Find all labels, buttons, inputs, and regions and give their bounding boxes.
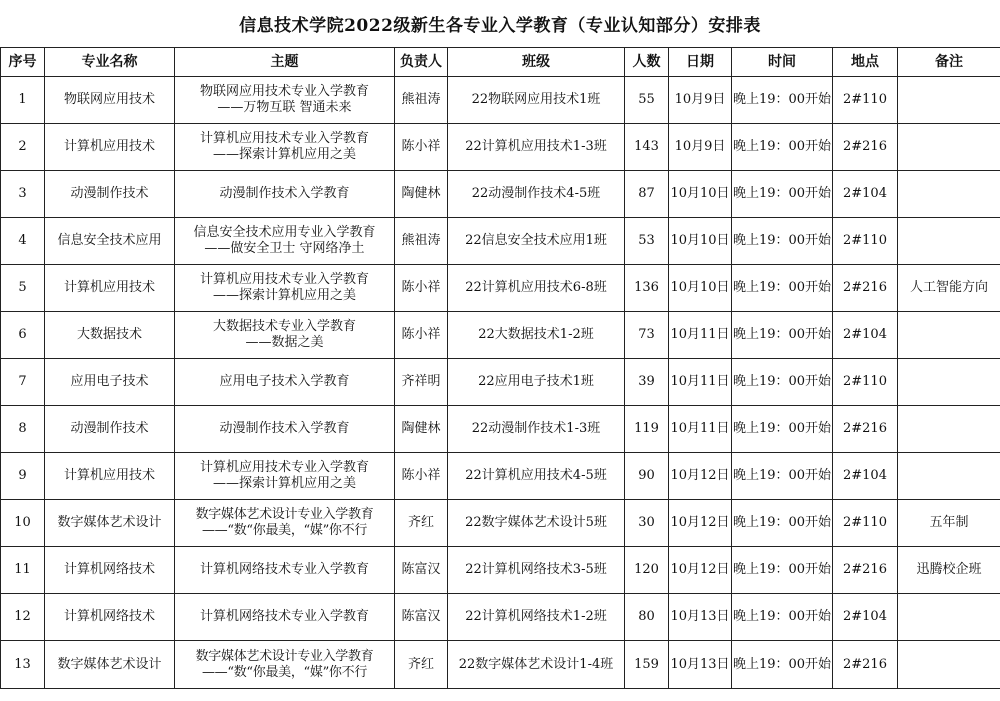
topic-line-1: 动漫制作技术入学教育 <box>219 186 350 201</box>
cell-date: 10月9日 <box>669 77 732 124</box>
cell-remark <box>898 641 1000 689</box>
cell-leader: 陈富汉 <box>395 547 448 594</box>
cell-remark <box>898 594 1000 641</box>
cell-time: 晚上19：00开始 <box>732 547 833 594</box>
cell-topic <box>175 124 395 171</box>
topic-line-1: 计算机网络技术专业入学教育 <box>199 609 369 624</box>
cell-remark: 五年制 <box>898 500 1000 547</box>
cell-place: 2#216 <box>833 406 898 453</box>
cell-leader: 齐祥明 <box>395 359 448 406</box>
header-time: 时间 <box>732 48 833 77</box>
cell-time: 晚上19：00开始 <box>732 312 833 359</box>
cell-place: 2#110 <box>833 218 898 265</box>
cell-remark: 迅腾校企班 <box>898 547 1000 594</box>
cell-major: 动漫制作技术 <box>45 171 175 218</box>
cell-index: 7 <box>1 359 45 406</box>
cell-place: 2#104 <box>833 312 898 359</box>
topic-line-2: ——探索计算机应用之美 <box>212 476 356 491</box>
cell-date: 10月12日 <box>669 453 732 500</box>
cell-place: 2#110 <box>833 359 898 406</box>
cell-leader: 陈小祥 <box>395 124 448 171</box>
header-major: 专业名称 <box>45 48 175 77</box>
cell-topic <box>175 77 395 124</box>
topic-line-1: 信息安全技术应用专业入学教育 <box>193 225 376 240</box>
table-row <box>1 265 1000 312</box>
cell-time: 晚上19：00开始 <box>732 77 833 124</box>
cell-index: 1 <box>1 77 45 124</box>
cell-index: 9 <box>1 453 45 500</box>
cell-major: 数字媒体艺术设计 <box>45 641 175 689</box>
table-row <box>1 500 1000 547</box>
table-row <box>1 359 1000 406</box>
cell-topic <box>175 171 395 218</box>
cell-count: 30 <box>625 500 669 547</box>
cell-class: 22计算机应用技术1-3班 <box>448 124 625 171</box>
cell-class: 22数字媒体艺术设计1-4班 <box>448 641 625 689</box>
table-row <box>1 594 1000 641</box>
topic-line-2: ——“数“你最美，“媒”你不行 <box>201 664 368 680</box>
cell-class: 22计算机应用技术6-8班 <box>448 265 625 312</box>
cell-time: 晚上19：00开始 <box>732 453 833 500</box>
table-body <box>1 77 1000 689</box>
cell-major: 大数据技术 <box>45 312 175 359</box>
cell-remark <box>898 77 1000 124</box>
cell-major: 数字媒体艺术设计 <box>45 500 175 547</box>
cell-count: 80 <box>625 594 669 641</box>
cell-class: 22大数据技术1-2班 <box>448 312 625 359</box>
header-index: 序号 <box>1 48 45 77</box>
table-row <box>1 171 1000 218</box>
topic-line-1: 计算机应用技术专业入学教育 <box>199 131 369 146</box>
cell-major: 应用电子技术 <box>45 359 175 406</box>
cell-class: 22信息安全技术应用1班 <box>448 218 625 265</box>
cell-count: 39 <box>625 359 669 406</box>
cell-count: 119 <box>625 406 669 453</box>
cell-remark <box>898 312 1000 359</box>
cell-major: 动漫制作技术 <box>45 406 175 453</box>
cell-place: 2#104 <box>833 171 898 218</box>
cell-leader: 陈富汉 <box>395 594 448 641</box>
cell-count: 73 <box>625 312 669 359</box>
cell-leader: 陈小祥 <box>395 453 448 500</box>
cell-time: 晚上19：00开始 <box>732 500 833 547</box>
cell-leader: 熊祖涛 <box>395 218 448 265</box>
table-row <box>1 312 1000 359</box>
page-title: 信息技术学院2022级新生各专业入学教育（专业认知部分）安排表 <box>0 0 1000 48</box>
header-class: 班级 <box>448 48 625 77</box>
cell-leader: 陶健林 <box>395 406 448 453</box>
cell-count: 55 <box>625 77 669 124</box>
table-row <box>1 124 1000 171</box>
table-row <box>1 77 1000 124</box>
cell-leader: 陈小祥 <box>395 265 448 312</box>
cell-class: 22应用电子技术1班 <box>448 359 625 406</box>
cell-place: 2#104 <box>833 594 898 641</box>
header-remark: 备注 <box>898 48 1000 77</box>
cell-remark <box>898 124 1000 171</box>
cell-date: 10月13日 <box>669 594 732 641</box>
topic-line-1: 计算机网络技术专业入学教育 <box>199 562 369 577</box>
cell-topic <box>175 312 395 359</box>
cell-count: 159 <box>625 641 669 689</box>
cell-class: 22动漫制作技术4-5班 <box>448 171 625 218</box>
cell-index: 2 <box>1 124 45 171</box>
cell-place: 2#216 <box>833 124 898 171</box>
table-row <box>1 218 1000 265</box>
schedule-table <box>0 47 1000 689</box>
cell-index: 5 <box>1 265 45 312</box>
cell-time: 晚上19：00开始 <box>732 171 833 218</box>
topic-line-2: ——探索计算机应用之美 <box>212 147 356 162</box>
topic-line-2: ——做安全卫士 守网络净土 <box>204 241 365 256</box>
cell-count: 87 <box>625 171 669 218</box>
cell-date: 10月9日 <box>669 124 732 171</box>
table-row <box>1 547 1000 594</box>
cell-topic <box>175 406 395 453</box>
cell-class: 22计算机应用技术4-5班 <box>448 453 625 500</box>
cell-remark <box>898 359 1000 406</box>
table-row <box>1 406 1000 453</box>
topic-line-2: ——“数“你最美，“媒”你不行 <box>201 523 368 538</box>
cell-leader: 陶健林 <box>395 171 448 218</box>
cell-remark <box>898 218 1000 265</box>
cell-time: 晚上19：00开始 <box>732 218 833 265</box>
cell-date: 10月13日 <box>669 641 732 689</box>
header-leader: 负责人 <box>395 48 448 77</box>
cell-leader: 齐红 <box>395 500 448 547</box>
cell-major: 物联网应用技术 <box>45 77 175 124</box>
header-place: 地点 <box>833 48 898 77</box>
cell-time: 晚上19：00开始 <box>732 124 833 171</box>
topic-line-1: 动漫制作技术入学教育 <box>219 421 350 436</box>
table-row <box>1 453 1000 500</box>
topic-line-2: ——数据之美 <box>245 335 324 350</box>
cell-topic <box>175 500 395 547</box>
cell-remark: 人工智能方向 <box>898 265 1000 312</box>
cell-count: 120 <box>625 547 669 594</box>
topic-line-2: ——探索计算机应用之美 <box>212 288 356 303</box>
cell-date: 10月12日 <box>669 500 732 547</box>
cell-remark <box>898 453 1000 500</box>
cell-leader: 齐红 <box>395 641 448 689</box>
cell-index: 11 <box>1 547 45 594</box>
cell-index: 4 <box>1 218 45 265</box>
cell-place: 2#216 <box>833 641 898 689</box>
header-date: 日期 <box>669 48 732 77</box>
cell-date: 10月10日 <box>669 265 732 312</box>
cell-place: 2#216 <box>833 265 898 312</box>
cell-place: 2#110 <box>833 500 898 547</box>
cell-date: 10月12日 <box>669 547 732 594</box>
cell-class: 22动漫制作技术1-3班 <box>448 406 625 453</box>
cell-index: 3 <box>1 171 45 218</box>
cell-remark <box>898 406 1000 453</box>
cell-major: 计算机应用技术 <box>45 124 175 171</box>
topic-line-1: 数字媒体艺术设计专业入学教育 <box>195 507 374 522</box>
header-topic: 主题 <box>175 48 395 77</box>
cell-place: 2#216 <box>833 547 898 594</box>
cell-count: 143 <box>625 124 669 171</box>
cell-date: 10月11日 <box>669 359 732 406</box>
topic-line-1: 数字媒体艺术设计专业入学教育 <box>195 648 374 664</box>
cell-count: 53 <box>625 218 669 265</box>
topic-line-1: 物联网应用技术专业入学教育 <box>199 84 369 99</box>
cell-major: 计算机网络技术 <box>45 547 175 594</box>
topic-line-1: 应用电子技术入学教育 <box>219 374 350 389</box>
cell-date: 10月11日 <box>669 406 732 453</box>
cell-class: 22物联网应用技术1班 <box>448 77 625 124</box>
cell-time: 晚上19：00开始 <box>732 641 833 689</box>
cell-major: 计算机应用技术 <box>45 265 175 312</box>
cell-major: 信息安全技术应用 <box>45 218 175 265</box>
cell-major: 计算机应用技术 <box>45 453 175 500</box>
cell-time: 晚上19：00开始 <box>732 265 833 312</box>
cell-count: 136 <box>625 265 669 312</box>
cell-place: 2#110 <box>833 77 898 124</box>
cell-index: 12 <box>1 594 45 641</box>
cell-place: 2#104 <box>833 453 898 500</box>
cell-count: 90 <box>625 453 669 500</box>
header-count: 人数 <box>625 48 669 77</box>
cell-index: 8 <box>1 406 45 453</box>
cell-topic <box>175 218 395 265</box>
cell-time: 晚上19：00开始 <box>732 406 833 453</box>
cell-class: 22计算机网络技术3-5班 <box>448 547 625 594</box>
cell-index: 6 <box>1 312 45 359</box>
cell-topic <box>175 453 395 500</box>
table-row <box>1 641 1000 689</box>
topic-line-1: 计算机应用技术专业入学教育 <box>199 272 369 287</box>
cell-time: 晚上19：00开始 <box>732 359 833 406</box>
cell-time: 晚上19：00开始 <box>732 594 833 641</box>
cell-topic <box>175 594 395 641</box>
header-row <box>1 48 1000 77</box>
cell-date: 10月10日 <box>669 218 732 265</box>
cell-topic <box>175 641 395 689</box>
cell-remark <box>898 171 1000 218</box>
cell-leader: 熊祖涛 <box>395 77 448 124</box>
cell-class: 22数字媒体艺术设计5班 <box>448 500 625 547</box>
topic-line-2: ——万物互联 智通未来 <box>217 100 352 115</box>
cell-date: 10月11日 <box>669 312 732 359</box>
cell-topic <box>175 547 395 594</box>
cell-date: 10月10日 <box>669 171 732 218</box>
cell-index: 10 <box>1 500 45 547</box>
cell-major: 计算机网络技术 <box>45 594 175 641</box>
cell-leader: 陈小祥 <box>395 312 448 359</box>
cell-class: 22计算机网络技术1-2班 <box>448 594 625 641</box>
topic-line-1: 大数据技术专业入学教育 <box>212 319 356 334</box>
cell-topic <box>175 265 395 312</box>
cell-topic <box>175 359 395 406</box>
cell-index: 13 <box>1 641 45 689</box>
topic-line-1: 计算机应用技术专业入学教育 <box>199 460 369 475</box>
